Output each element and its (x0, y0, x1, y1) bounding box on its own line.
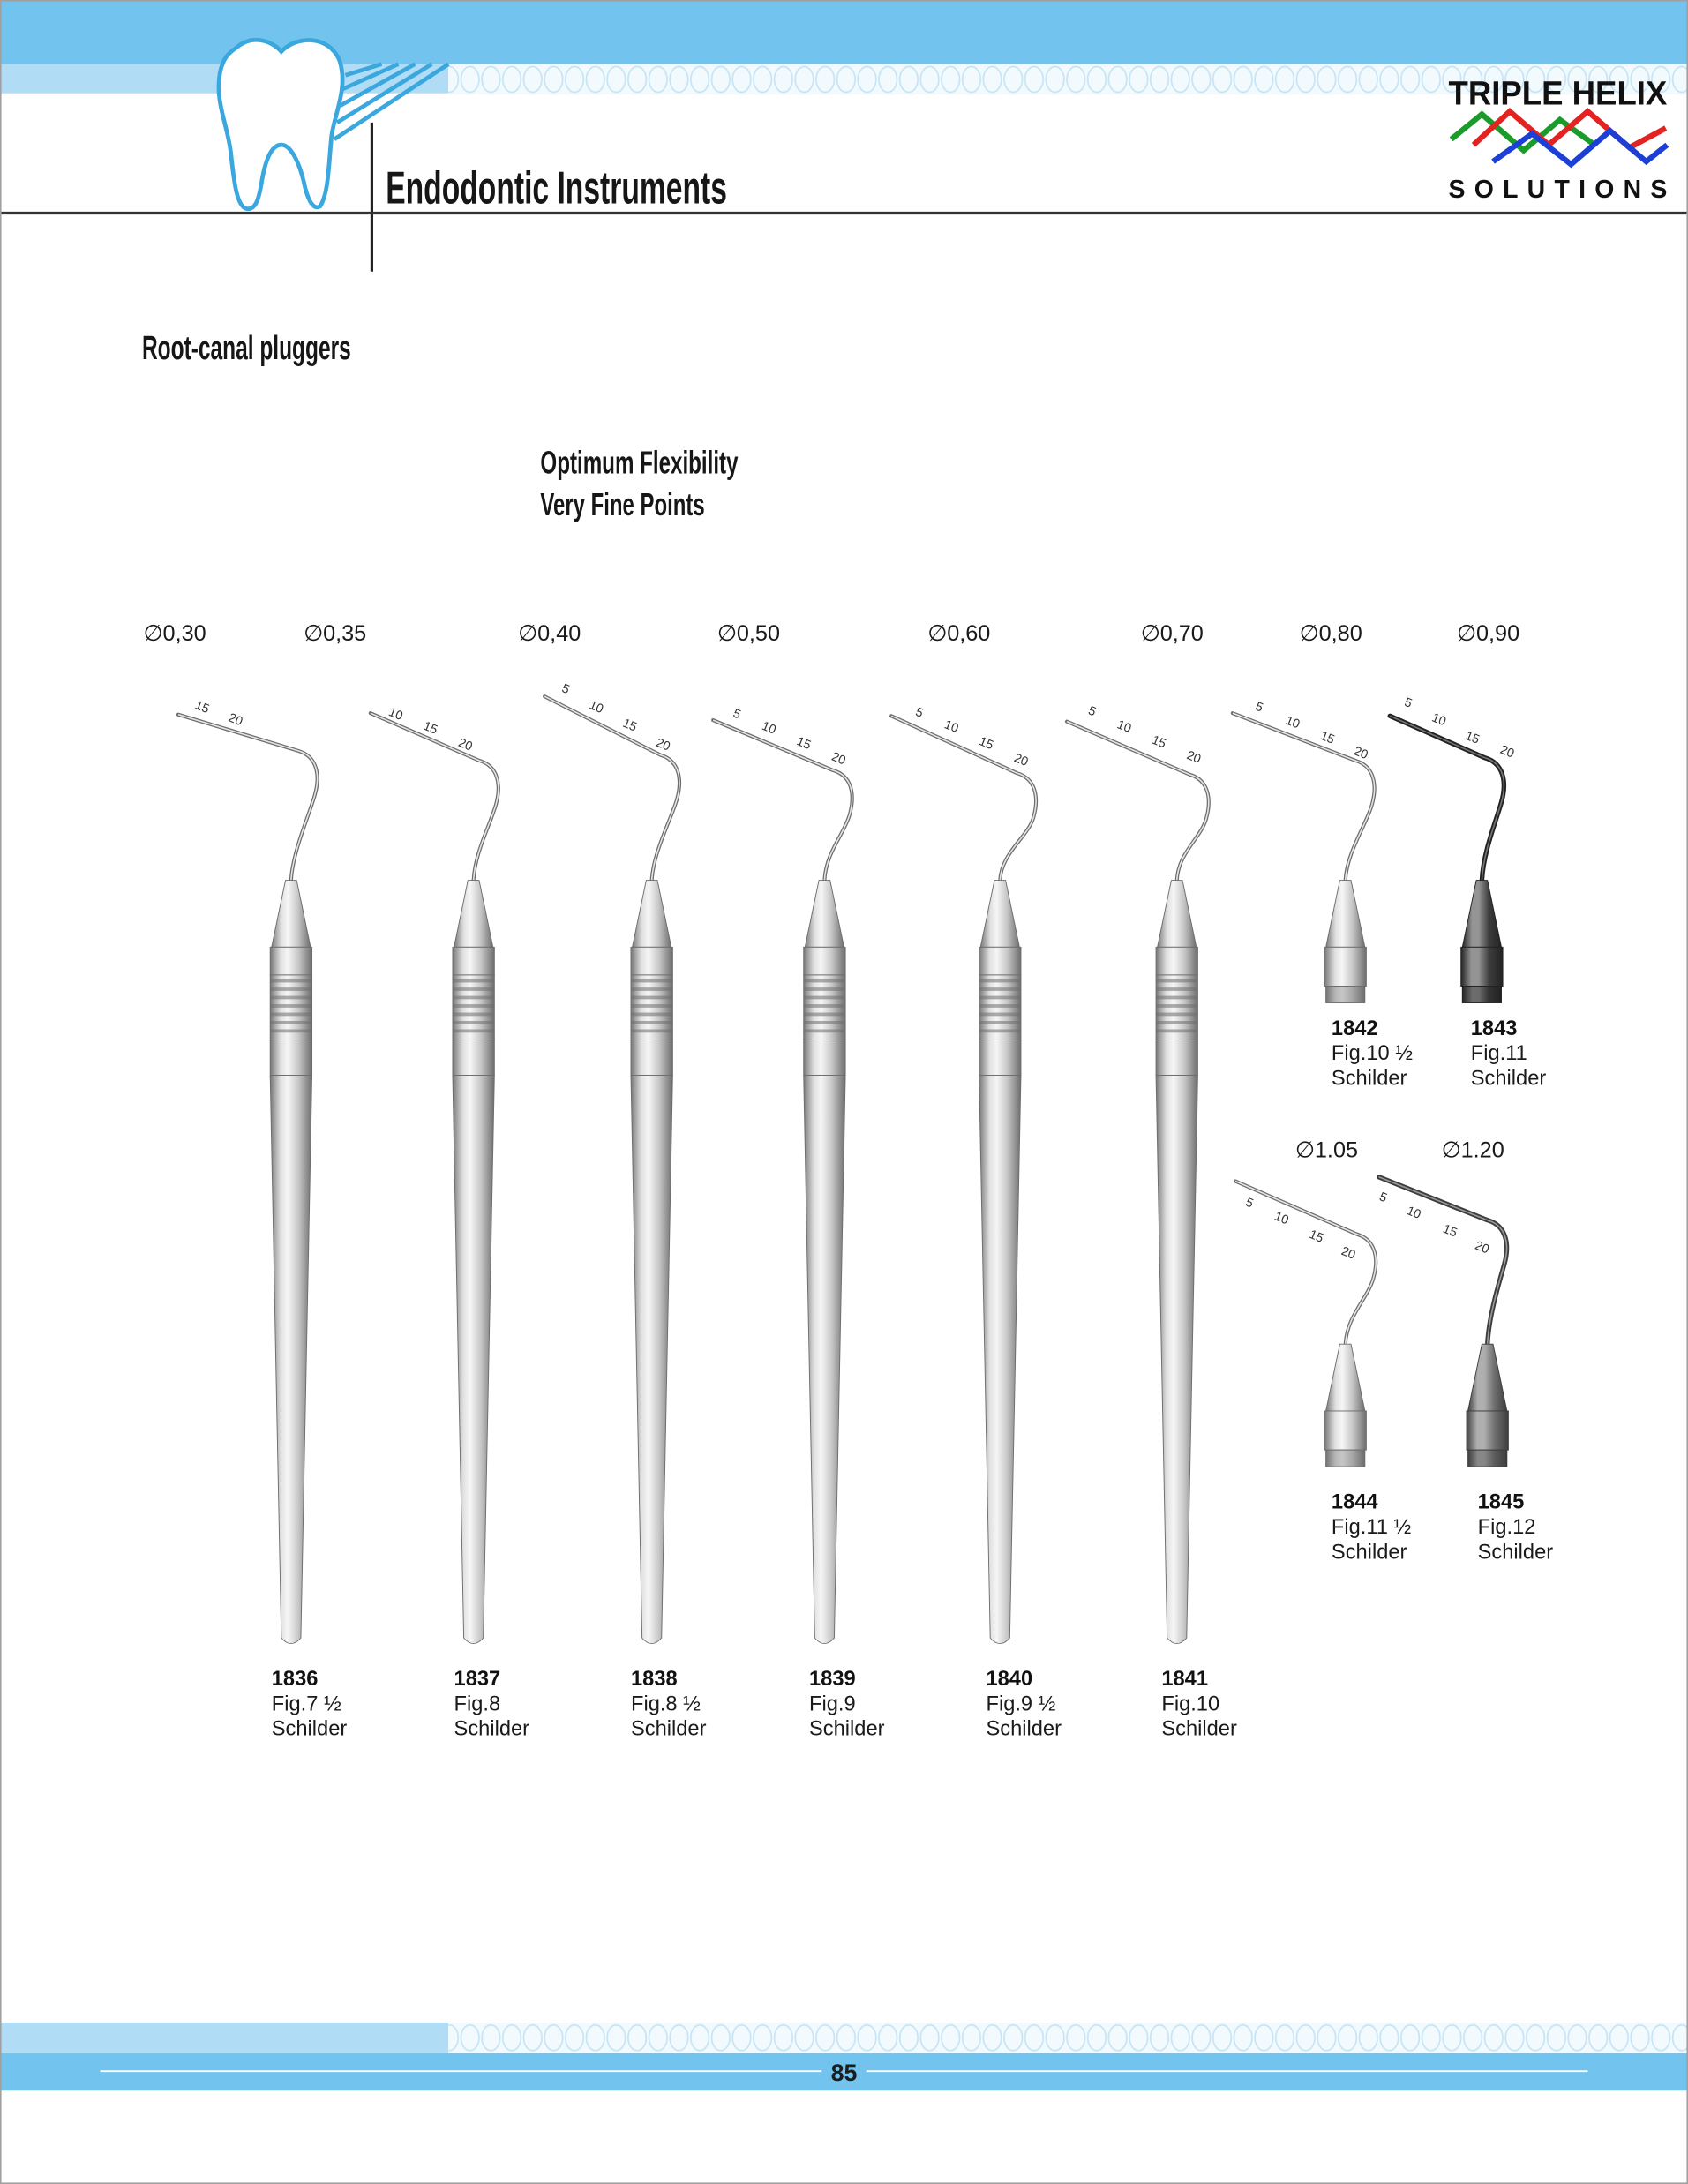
grip-ridge (804, 996, 845, 1000)
scale-mark: 10 (760, 718, 778, 738)
grip-ridge (979, 1004, 1021, 1008)
diameter-label: ∅0,30 (143, 621, 206, 647)
item-name: Schilder (1161, 1717, 1237, 1741)
grip-ridge (979, 979, 1021, 983)
ferrule-end-shade (1326, 1450, 1365, 1467)
diameter-label: ∅0,80 (1299, 621, 1362, 647)
grip-ridge (270, 1029, 311, 1032)
ferrule-end-shade (1326, 987, 1365, 1003)
item-name: Schilder (271, 1717, 348, 1741)
item-figure: Fig.11 (1470, 1042, 1527, 1066)
grip-ridge (270, 1021, 311, 1024)
item-code: 1842 (1331, 1017, 1378, 1040)
scale-mark: 15 (421, 718, 440, 738)
handle-band (631, 1039, 672, 1076)
handle-band (979, 1039, 1021, 1076)
item-figure: Fig.11 ½ (1331, 1515, 1412, 1539)
grip-ridge (979, 1021, 1021, 1024)
grip-ridge (453, 1004, 494, 1008)
handle-collar (270, 947, 311, 975)
scale-mark: 15 (794, 734, 814, 754)
item-figure: Fig.12 (1477, 1515, 1536, 1539)
scale-mark: 5 (1402, 694, 1414, 711)
diameter-label: ∅1.20 (1441, 1137, 1504, 1163)
ferrule-body (1467, 1411, 1508, 1450)
grip-ridge (804, 1004, 845, 1008)
grip-ridge (979, 1013, 1021, 1017)
scale-mark: 5 (913, 705, 926, 721)
scale-mark: 20 (1473, 1238, 1491, 1257)
item-name: Schilder (809, 1717, 885, 1741)
ferrule-body (1324, 1411, 1366, 1450)
handle-collar (453, 947, 494, 975)
item-figure: Fig.8 (454, 1692, 501, 1716)
scale-mark: 20 (829, 749, 848, 769)
handle-band (1156, 1039, 1197, 1076)
scale-mark: 10 (942, 717, 961, 737)
scale-mark: 10 (1404, 1204, 1423, 1222)
scale-mark: 15 (1149, 732, 1168, 752)
ferrule-end-shade (1468, 1450, 1507, 1467)
item-name: Schilder (454, 1717, 530, 1741)
diameter-label: ∅0,70 (1140, 621, 1204, 647)
item-figure: Fig.8 ½ (631, 1692, 701, 1716)
item-code: 1839 (809, 1667, 856, 1691)
item-figure: Fig.9 ½ (986, 1692, 1056, 1716)
grip-ridge (979, 1029, 1021, 1032)
item-name: Schilder (1477, 1541, 1554, 1565)
grip-ridge (453, 1021, 494, 1024)
diameter-label: ∅0,50 (716, 621, 781, 647)
grip-ridge (453, 979, 494, 983)
item-figure: Fig.9 (809, 1692, 856, 1716)
scale-mark: 5 (1377, 1190, 1390, 1206)
item-code: 1840 (986, 1667, 1033, 1691)
grip-ridge (631, 1013, 672, 1017)
scale-mark: 20 (1184, 748, 1204, 767)
ferrule-end-shade (1462, 987, 1501, 1003)
ferrule-body (1461, 947, 1503, 986)
grip-ridge (631, 979, 672, 983)
scale-mark: 20 (1011, 751, 1031, 769)
scale-mark: 10 (1429, 710, 1448, 730)
grip-ridge (804, 979, 845, 983)
grip-ridge (1156, 1004, 1197, 1008)
scale-mark: 5 (559, 681, 572, 697)
grip-ridge (453, 996, 494, 1000)
scale-mark: 20 (1351, 744, 1370, 763)
scale-mark: 10 (587, 698, 605, 717)
scale-mark: 20 (654, 735, 672, 754)
item-figure: Fig.10 ½ (1331, 1042, 1413, 1066)
item-code: 1838 (631, 1667, 678, 1691)
grip-ridge (1156, 1013, 1197, 1017)
grip-ridge (270, 979, 311, 983)
brand-name: TRIPLE HELIX (1448, 75, 1668, 113)
grip-ridge (453, 987, 494, 991)
scale-mark: 15 (1307, 1227, 1325, 1246)
diameter-label: ∅1.05 (1294, 1137, 1359, 1163)
item-code: 1845 (1477, 1490, 1525, 1514)
grip-ridge (631, 1004, 672, 1008)
grip-ridge (270, 996, 311, 1000)
scale-mark: 15 (977, 734, 995, 754)
footer-ring-pattern (448, 2023, 1688, 2053)
item-figure: Fig.10 (1161, 1692, 1220, 1716)
handle-collar (631, 947, 672, 975)
footer-band-light (0, 2023, 448, 2053)
grip-ridge (804, 1021, 845, 1024)
handle-collar (1156, 947, 1197, 975)
scale-mark: 5 (1243, 1195, 1256, 1212)
handle-band (270, 1039, 311, 1076)
item-code: 1837 (454, 1667, 501, 1691)
scale-mark: 15 (1440, 1221, 1459, 1241)
scale-mark: 10 (1272, 1209, 1291, 1228)
scale-mark: 5 (1253, 699, 1265, 716)
grip-ridge (270, 1004, 311, 1008)
scale-mark: 15 (620, 716, 639, 735)
scale-mark: 5 (731, 706, 743, 723)
scale-mark: 15 (192, 698, 212, 717)
item-code: 1844 (1331, 1490, 1378, 1514)
section-title: Root-canal pluggers (141, 330, 351, 368)
item-code: 1843 (1470, 1017, 1518, 1040)
grip-ridge (1156, 1021, 1197, 1024)
scale-mark: 10 (1283, 713, 1302, 732)
diameter-label: ∅0,60 (927, 621, 991, 647)
grip-ridge (453, 1013, 494, 1017)
grip-ridge (804, 987, 845, 991)
scale-mark: 5 (1085, 703, 1099, 720)
grip-ridge (270, 987, 311, 991)
scale-mark: 20 (226, 710, 245, 730)
item-name: Schilder (631, 1717, 707, 1741)
grip-ridge (631, 1029, 672, 1032)
scale-mark: 20 (455, 735, 475, 754)
feature-line: Optimum Flexibility (540, 444, 739, 481)
grip-ridge (1156, 1029, 1197, 1032)
grip-ridge (1156, 987, 1197, 991)
item-name: Schilder (1331, 1067, 1407, 1091)
scale-mark: 10 (386, 705, 405, 724)
grip-ridge (1156, 979, 1197, 983)
grip-ridge (631, 987, 672, 991)
scale-mark: 20 (1497, 742, 1517, 762)
page-number: 85 (830, 2060, 858, 2087)
item-code: 1841 (1161, 1667, 1209, 1691)
brand-tagline: SOLUTIONS (1448, 176, 1668, 205)
ferrule-body (1324, 947, 1366, 986)
grip-ridge (453, 1029, 494, 1032)
grip-ridge (804, 1013, 845, 1017)
grip-ridge (270, 1013, 311, 1017)
item-name: Schilder (1331, 1541, 1407, 1565)
diameter-label: ∅0,35 (304, 621, 367, 647)
diameter-label: ∅0,90 (1456, 621, 1520, 647)
item-name: Schilder (1470, 1067, 1547, 1091)
scale-mark: 15 (1317, 728, 1337, 747)
page-title: Endodontic Instruments (386, 162, 727, 214)
grip-ridge (1156, 996, 1197, 1000)
grip-ridge (979, 987, 1021, 991)
grip-ridge (631, 996, 672, 1000)
page-footer (0, 2023, 1688, 2090)
scale-mark: 15 (1463, 728, 1482, 747)
handle-collar (979, 947, 1021, 975)
scale-mark: 20 (1339, 1243, 1358, 1263)
diameter-label: ∅0,40 (518, 621, 581, 647)
grip-ridge (979, 996, 1021, 1000)
item-name: Schilder (986, 1717, 1062, 1741)
feature-line: Very Fine Points (540, 486, 705, 523)
handle-collar (804, 947, 845, 975)
handle-band (804, 1039, 845, 1076)
scale-mark: 10 (1114, 717, 1134, 737)
handle-band (453, 1039, 494, 1076)
grip-ridge (631, 1021, 672, 1024)
item-code: 1836 (271, 1667, 319, 1691)
item-figure: Fig.7 ½ (271, 1692, 341, 1716)
grip-ridge (804, 1029, 845, 1032)
